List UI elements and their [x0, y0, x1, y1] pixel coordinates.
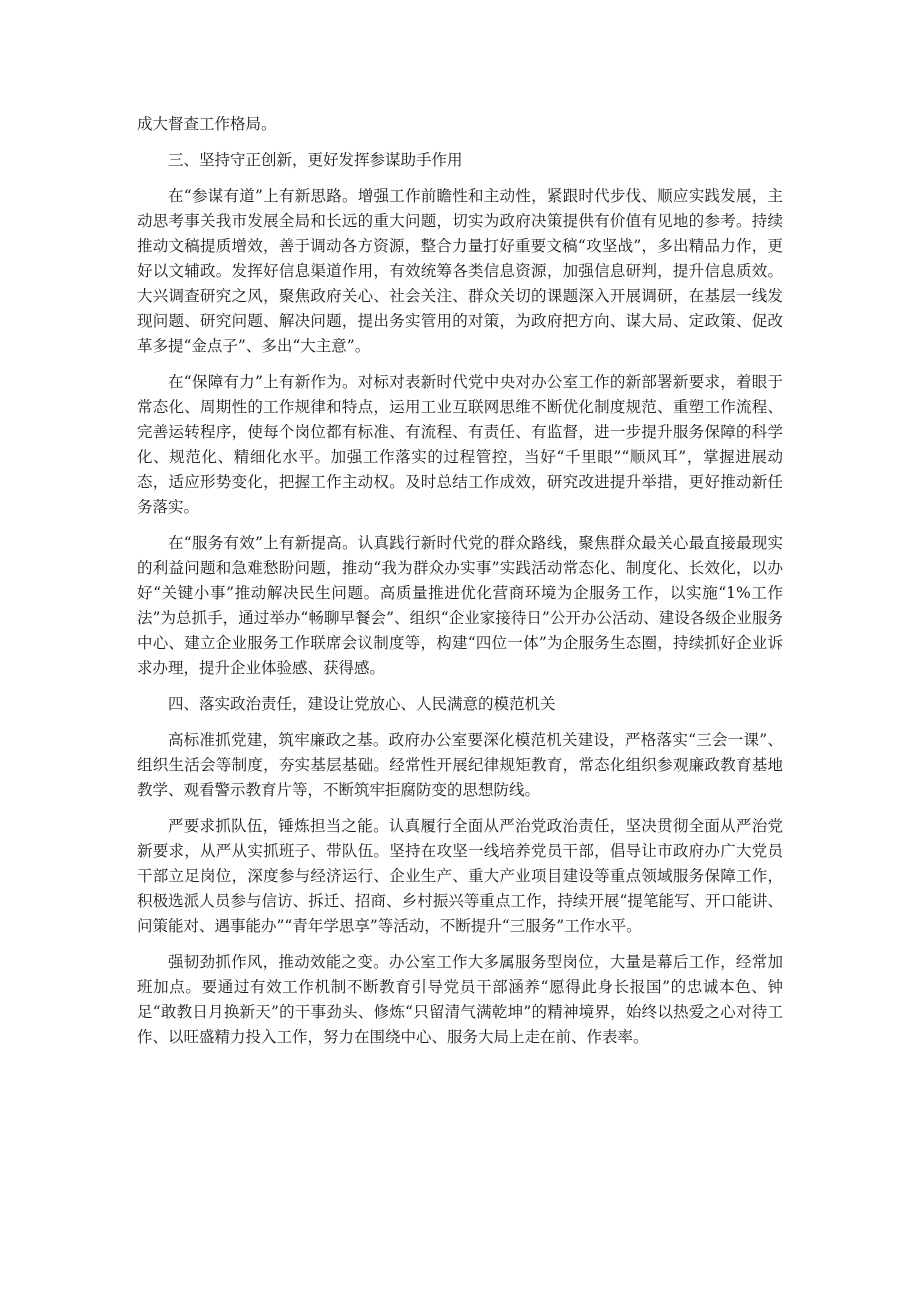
paragraph-party-building: 高标准抓党建，筑牢廉政之基。政府办公室要深化模范机关建设，严格落实“三会一课”、组织生活会等制度，夯实基层基础。经常性开展纪律规矩教育，常态化组织参观廉政教育基地教学、观看警示教育片等，不断筑牢拒腐防变的思想防线。: [137, 731, 783, 799]
paragraph-style: 强韧劲抓作风，推动效能之变。办公室工作大多属服务型岗位，大量是幕后工作，经常加班加点。要通过有效工作机制不断教育引导党员干部涵养“愿得此身长报国”的忠诚本色、钟足“敢教日月换新天”的干事劲头、修炼“只留清气满乾坤”的精神境界，始终以热爱之心对待工作、以旺盛精力投入工作，努力在围绕中心、服务大局上走在前、作表率。: [137, 953, 783, 1046]
paragraph-service: 在“服务有效”上有新提高。认真践行新时代党的群众路线，聚焦群众最关心最直接最现实的利益问题和急难愁盼问题，推动“我为群众办实事”实践活动常态化、制度化、长效化，以办好“关键小事”推动解决民生问题。高质量推进优化营商环境为企服务工作，以实施“1%工作法”为总抓手，通过举办“畅聊早餐会”、组织“企业家接待日”公开办公活动、建设各级企业服务中心、建立企业服务工作联席会议制度等，构建“四位一体”为企服务生态圈，持续抓好企业诉求办理，提升企业体验感、获得感。: [137, 534, 783, 677]
section-heading-4: 四、落实政治责任，建设让党放心、人民满意的模范机关: [168, 695, 556, 713]
paragraph-team: 严要求抓队伍，锤炼担当之能。认真履行全面从严治党政治责任，坚决贯彻全面从严治党新要求，从严从实抓班子、带队伍。坚持在攻坚一线培养党员干部，倡导让市政府办广大党员干部立足岗位，深度参与经济运行、企业生产、重大产业项目建设等重点领域服务保障工作，积极选派人员参与信访、拆迁、招商、乡村振兴等重点工作，持续开展“提笔能写、开口能讲、问策能对、遇事能办”“青年学思享”等活动，不断提升“三服务”工作水平。: [137, 817, 783, 935]
section-heading-3: 三、坚持守正创新，更好发挥参谋助手作用: [168, 151, 463, 169]
paragraph-continuation: 成大督查工作格局。: [137, 115, 277, 133]
document-body: [137, 112, 783, 1061]
paragraph-support: 在“保障有力”上有新作为。对标对表新时代党中央对办公室工作的新部署新要求，着眼于常态化、周期性的工作规律和特点，运用工业互联网思维不断优化制度规范、重塑工作流程、完善运转程序，使每个岗位都有标准、有流程、有责任、有监督，进一步提升服务保障的科学化、规范化、精细化水平。加强工作落实的过程管控，当好“千里眼”“顺风耳”，掌握进展动态，适应形势变化，把握工作主动权。及时总结工作成效，研究改进提升举措，更好推动新任务落实。: [137, 373, 783, 516]
paragraph-advisory: 在“参谋有道”上有新思路。增强工作前瞻性和主动性，紧跟时代步伐、顺应实践发展，主动思考事关我市发展全局和长远的重大问题，切实为政府决策提供有价值有见地的参考。持续推动文稿提质增效，善于调动各方资源，整合力量打好重要文稿“攻坚战”，多出精品力作，更好以文辅政。发挥好信息渠道作用，有效统筹各类信息资源，加强信息研判，提升信息质效。大兴调查研究之风，聚焦政府关心、社会关注、群众关切的课题深入开展调研，在基层一线发现问题、研究问题、解决问题，提出务实管用的对策，为政府把方向、谋大局、定政策、促改革多提“金点子”、多出“大主意”。: [137, 187, 783, 355]
